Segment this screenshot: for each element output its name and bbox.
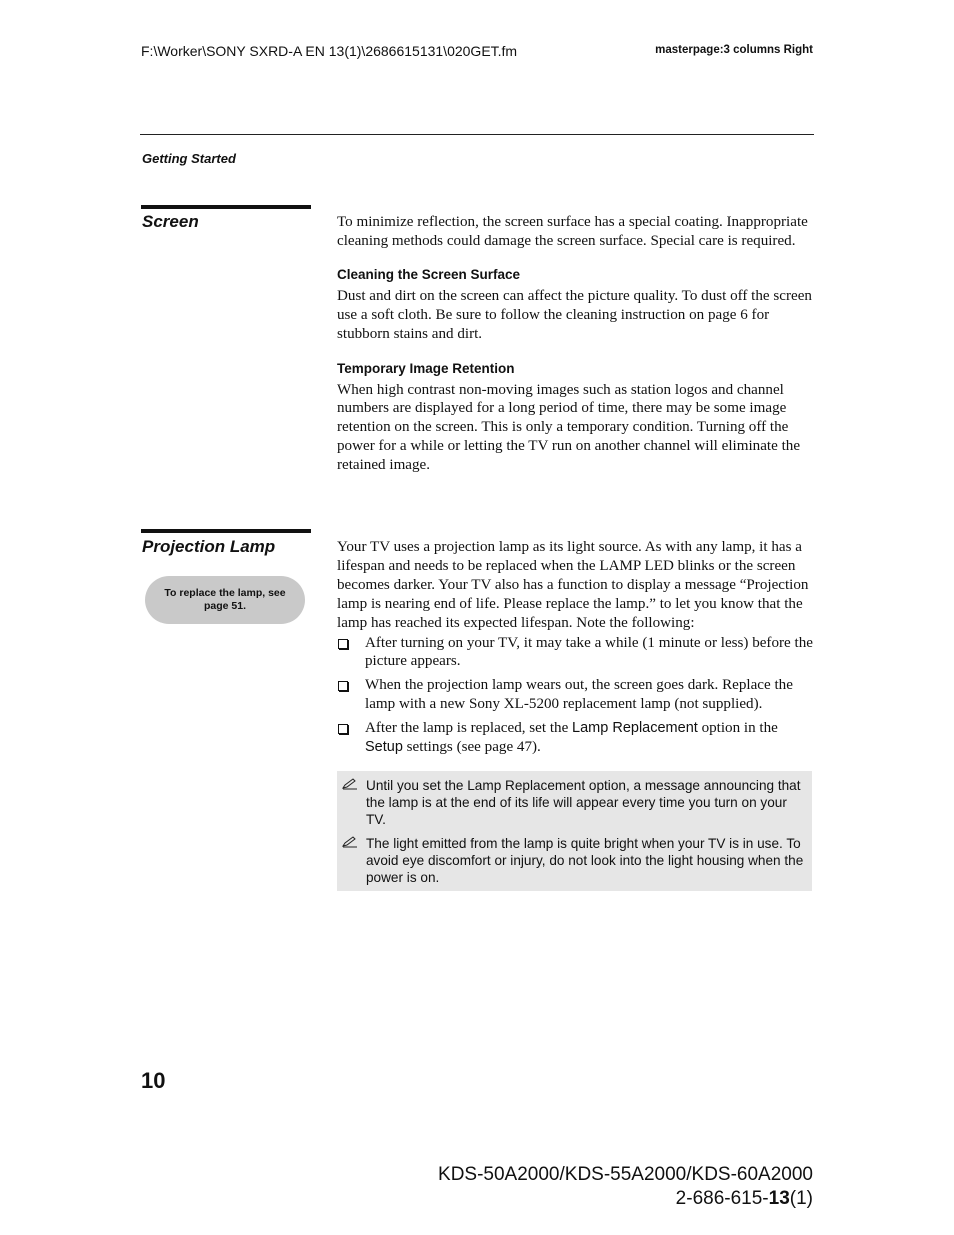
note-item xyxy=(366,777,806,828)
part-prefix: 2-686-615- xyxy=(675,1188,769,1209)
setup-term: Setup xyxy=(365,739,403,756)
model-info xyxy=(438,1163,813,1211)
part-suffix: (1) xyxy=(789,1188,813,1209)
checkbox-bullet-icon xyxy=(338,724,348,734)
screen-intro: To minimize reflection, the screen surface has a special coating. Inappropriate cleaning methods could damage the screen surface. Special care is required. xyxy=(337,214,808,249)
page-number: 10 xyxy=(141,1068,166,1093)
bullet-text-mid: option in the xyxy=(697,720,778,737)
note-text: Until you set the Lamp Replacement option, a message announcing that the lamp is at the end of its life will appear every time you turn on your TV. xyxy=(366,778,801,827)
screen-section-title: Screen xyxy=(142,212,199,231)
running-head: Getting Started xyxy=(142,151,236,166)
bullet-text: After turning on your TV, it may take a while (1 minute or less) before the picture appears. xyxy=(365,634,813,670)
list-item xyxy=(337,719,813,757)
retention-text: When high contrast non-moving images such as station logos and channel numbers are displayed for a long period of time, there may be some image retention on the screen. This is only a temporary condition. Turning off the power for a while or letting the TV run on another channel will eliminate the retained image. xyxy=(337,381,801,474)
list-item xyxy=(337,634,813,672)
header-divider xyxy=(140,134,814,135)
bullet-text: When the projection lamp wears out, the screen goes dark. Replace the lamp with a new Sony XL-5200 replacement lamp (not supplied). xyxy=(365,677,793,713)
masterpage-label: masterpage:3 columns Right xyxy=(655,44,813,56)
screen-section-rule xyxy=(141,205,311,209)
bullet-text-post: settings (see page 47). xyxy=(402,739,541,756)
note-text: The light emitted from the lamp is quite bright when your TV is in use. To avoid eye discomfort or injury, do not look into the light housing when the power is on. xyxy=(366,836,804,885)
lamp-section-body xyxy=(337,538,813,762)
pencil-note-icon xyxy=(342,836,358,848)
bullet-text-pre: After the lamp is replaced, set the xyxy=(365,720,573,737)
cleaning-text: Dust and dirt on the screen can affect the picture quality. To dust off the screen use a soft cloth. Be sure to follow the cleaning instruction on page 6 for stubborn stains and dirt. xyxy=(337,287,812,342)
pencil-note-icon xyxy=(342,778,358,790)
lamp-replacement-term: Lamp Replacement xyxy=(572,720,698,737)
cleaning-heading: Cleaning the Screen Surface xyxy=(337,266,521,282)
lamp-sidenote xyxy=(145,576,305,624)
sidenote-text: To replace the lamp, see page 51. xyxy=(164,587,286,612)
screen-section-body xyxy=(337,213,813,475)
file-path: F:\Worker\SONY SXRD-A EN 13(1)\2686615131\020GET.fm xyxy=(141,43,518,59)
checkbox-bullet-icon xyxy=(338,639,348,649)
lamp-section-rule xyxy=(141,529,311,533)
retention-heading: Temporary Image Retention xyxy=(337,360,515,376)
list-item xyxy=(337,676,813,714)
model-numbers: KDS-50A2000/KDS-55A2000/KDS-60A2000 xyxy=(438,1164,813,1185)
lamp-notes-list xyxy=(337,634,813,757)
lamp-intro: Your TV uses a projection lamp as its light source. As with any lamp, it has a lifespan and needs to be replaced when the LAMP LED blinks or the screen becomes darker. Your TV also has a function to display a message “Projection lamp is nearing end of life. Please replace the lamp.” to let you know that the lamp has reached its expected lifespan. Note the following: xyxy=(337,539,809,631)
part-number xyxy=(438,1187,813,1211)
lamp-section-title: Projection Lamp xyxy=(142,537,276,556)
notes-box xyxy=(337,771,812,891)
part-bold: 13 xyxy=(768,1188,790,1209)
checkbox-bullet-icon xyxy=(338,681,348,691)
note-item xyxy=(366,835,806,886)
